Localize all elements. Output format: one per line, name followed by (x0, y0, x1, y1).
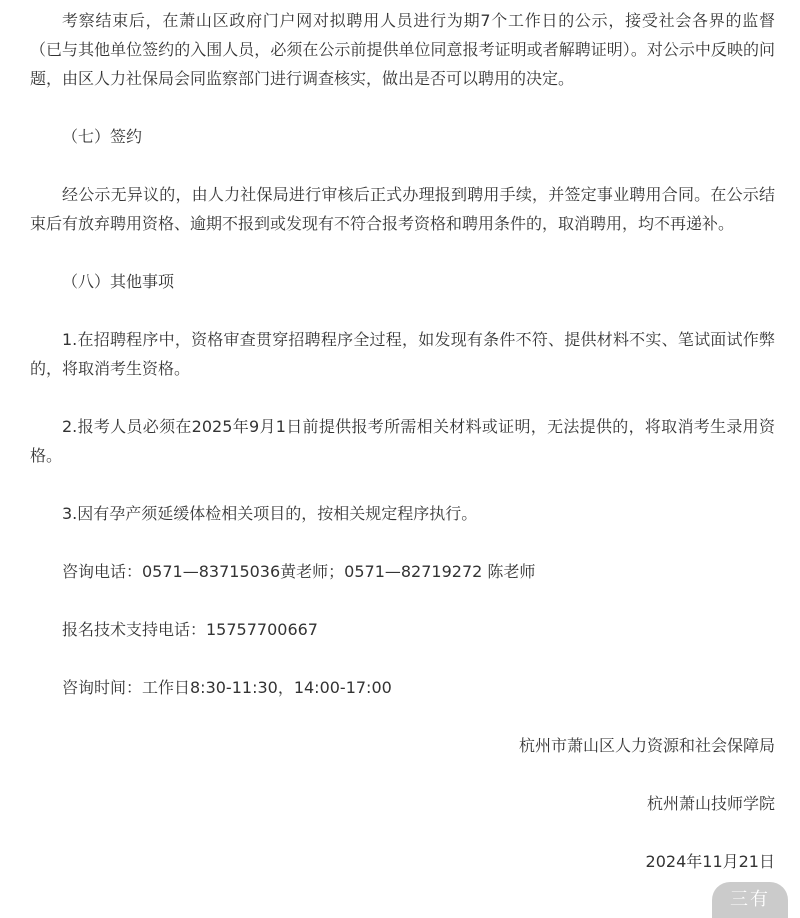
paragraph-signing: 经公示无异议的，由人力社保局进行审核后正式办理报到聘用手续，并签定事业聘用合同。在公示结束后有放弃聘用资格、逾期不报到或发现有不符合报考资格和聘用条件的，取消聘用，均不再递补。 (30, 185, 775, 233)
section-heading-other-matters: （八）其他事项 (62, 272, 175, 291)
contact-phone: 咨询电话：0571—83715036黄老师；0571—82719272 陈老师 (62, 562, 536, 581)
floating-menu-button[interactable]: 三有 (712, 882, 788, 918)
signature-org-hr-bureau: 杭州市萧山区人力资源和社会保障局 (518, 736, 775, 755)
document-body (30, 6, 775, 876)
consult-hours: 咨询时间：工作日8:30-11:30，14:00-17:00 (62, 678, 392, 697)
list-item-3: 3.因有孕产须延缓体检相关项目的，按相关规定程序执行。 (62, 504, 478, 523)
list-item-1: 1.在招聘程序中，资格审查贯穿招聘程序全过程，如发现有条件不符、提供材料不实、笔试面试作弊的，将取消考生资格。 (30, 330, 775, 378)
list-item-2: 2.报考人员必须在2025年9月1日前提供报考所需相关材料或证明，无法提供的，将取消考生录用资格。 (30, 417, 775, 465)
signature-org-technician-college: 杭州萧山技师学院 (646, 794, 775, 813)
paragraph-review-publicity: 考察结束后，在萧山区政府门户网对拟聘用人员进行为期7个工作日的公示，接受社会各界的监督（已与其他单位签约的入围人员，必须在公示前提供单位同意报考证明或者解聘证明）。对公示中反映的问题，由区人力社保局会同监察部门进行调查核实，做出是否可以聘用的决定。 (30, 11, 775, 88)
signature-date: 2024年11月21日 (645, 852, 775, 871)
tech-support-phone: 报名技术支持电话：15757700667 (62, 620, 318, 639)
section-heading-signing: （七）签约 (62, 127, 143, 146)
